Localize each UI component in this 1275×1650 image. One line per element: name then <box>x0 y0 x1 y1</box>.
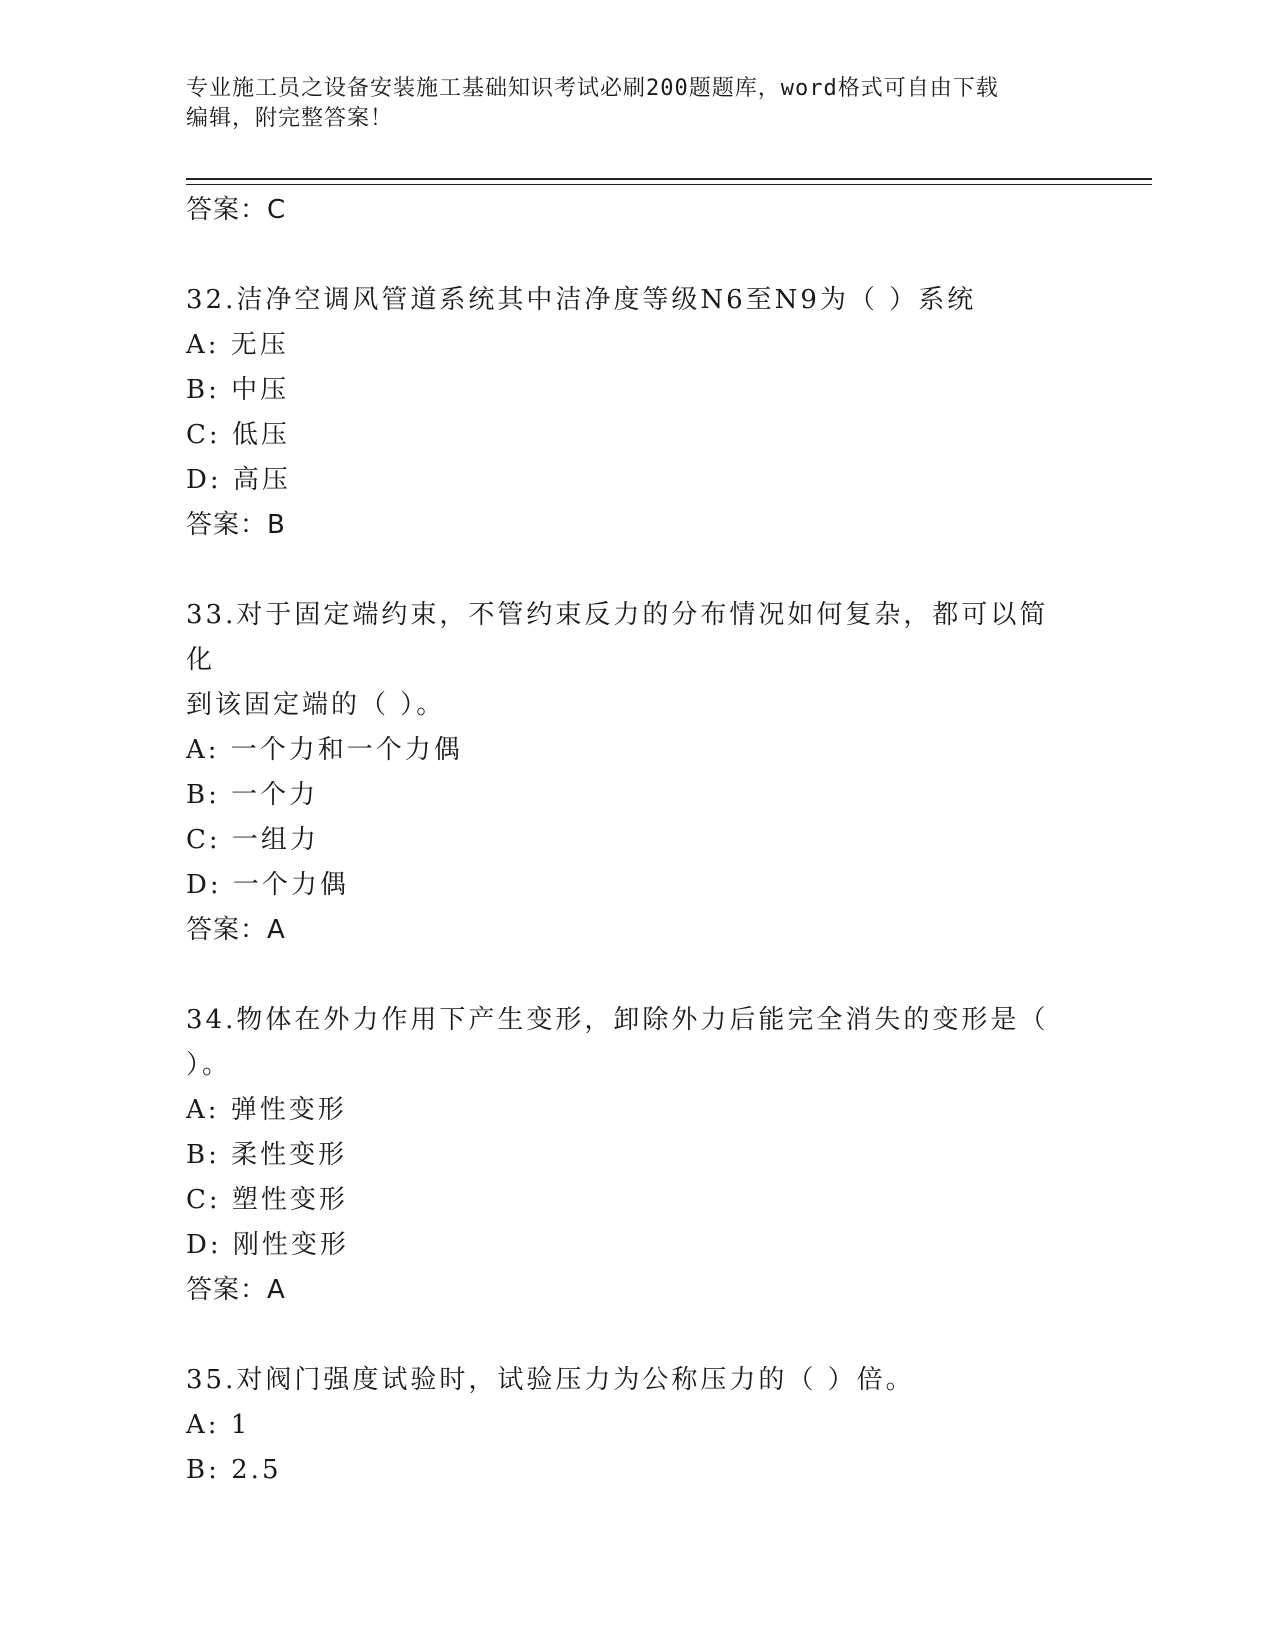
option-b: B: 2.5 <box>186 1455 282 1485</box>
header-divider-thick <box>186 178 1152 180</box>
question-stem-line: 32.洁净空调风管道系统其中洁净度等级N6至N9为（ ）系统 <box>186 285 977 315</box>
option-b: B: 柔性变形 <box>186 1140 348 1170</box>
question-stem <box>186 278 1066 323</box>
option-c: C: 塑性变形 <box>186 1185 348 1215</box>
question-stem-line: 34.物体在外力作用下产生变形，卸除外力后能完全消失的变形是（ <box>186 1005 1049 1035</box>
option-d: D: 一个力偶 <box>186 870 349 900</box>
header-line-2: 编辑，附完整答案！ <box>186 106 394 131</box>
question-34 <box>186 998 1086 1313</box>
question-32 <box>186 278 1086 548</box>
question-33 <box>186 593 1086 953</box>
question-stem <box>186 1358 1066 1403</box>
previous-answer: 答案：C <box>186 195 287 225</box>
option-d: D: 高压 <box>186 465 291 495</box>
question-stem-line: ）。 <box>186 1050 232 1080</box>
option-c: C: 低压 <box>186 420 290 450</box>
option-b: B: 中压 <box>186 375 290 405</box>
option-a: A: 1 <box>186 1410 251 1440</box>
question-stem <box>186 998 1066 1088</box>
question-list <box>186 188 1086 1493</box>
question-stem <box>186 593 1066 728</box>
option-d: D: 刚性变形 <box>186 1230 349 1260</box>
answer-line: 答案：A <box>186 915 286 945</box>
option-a: A: 无压 <box>186 330 289 360</box>
question-stem-line: 35.对阀门强度试验时，试验压力为公称压力的（ ）倍。 <box>186 1365 915 1395</box>
option-a: A: 一个力和一个力偶 <box>186 735 463 765</box>
answer-line: 答案：B <box>186 510 286 540</box>
question-stem-line: 33.对于固定端约束，不管约束反力的分布情况如何复杂，都可以简化 <box>186 600 1049 675</box>
header-line-1: 专业施工员之设备安装施工基础知识考试必刷200题题库，word格式可自由下载 <box>186 76 999 101</box>
option-a: A: 弹性变形 <box>186 1095 347 1125</box>
header-divider-thin <box>186 184 1152 185</box>
question-stem-line: 到该固定端的（ ）。 <box>186 690 446 720</box>
question-35 <box>186 1358 1086 1493</box>
answer-line: 答案：A <box>186 1275 286 1305</box>
option-b: B: 一个力 <box>186 780 319 810</box>
document-header <box>186 74 1066 134</box>
option-c: C: 一组力 <box>186 825 319 855</box>
